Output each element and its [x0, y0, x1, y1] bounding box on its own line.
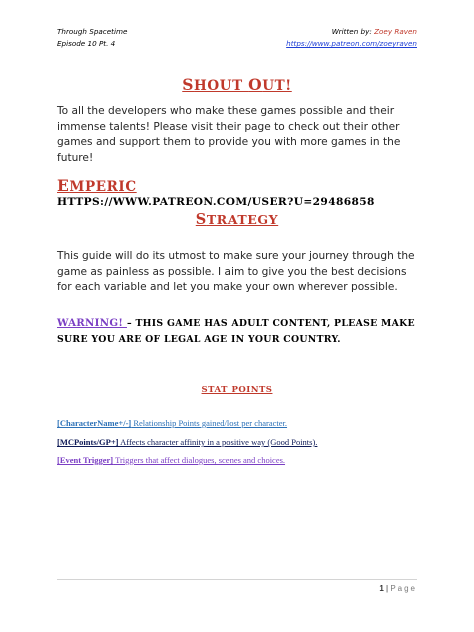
warning-notice: [57, 315, 421, 348]
footer-divider: [57, 579, 417, 580]
legend-tag: [MCPoints/GP+]: [57, 437, 119, 447]
emperic-heading-initial: E: [57, 176, 70, 195]
episode-label: Episode 10 Pt. 4: [57, 39, 116, 48]
strategy-heading: [0, 211, 474, 228]
patreon-link[interactable]: https://www.patreon.com/zoeyraven: [286, 39, 417, 48]
strategy-body: This guide will do its utmost to make sure your journey through the game as painless as possible. I aim to give you the best decisions for each variable and let you make your own wherever possible.: [57, 250, 415, 294]
shout-out-body: To all the developers who make these games possible and their immense talents! Please visit their page to check out their other games and support them to provide you with more games in the future!: [57, 105, 401, 165]
patreon-link-row: [286, 39, 417, 49]
legend-row-mc-points: [57, 437, 317, 448]
emperic-heading: [57, 176, 137, 195]
shout-out-heading-rest: HOUT: [194, 78, 249, 94]
shout-out-heading-end: UT!: [262, 78, 292, 94]
page-number: 1: [379, 584, 384, 593]
legend-desc: Affects character affinity in a positive way (Good Points).: [118, 437, 318, 447]
stat-points-heading: STAT POINTS: [201, 385, 273, 395]
page-footer: [379, 584, 417, 593]
legend-tag: [Event Trigger]: [57, 455, 114, 465]
author-line: [332, 27, 417, 37]
written-by-label: Written by:: [331, 27, 372, 36]
page-separator: |: [383, 584, 391, 593]
strategy-heading-initial: S: [195, 211, 207, 228]
legend-row-character-name: [57, 418, 287, 429]
series-title: Through Spacetime: [57, 27, 128, 36]
shout-out-heading-initial: S: [182, 75, 195, 94]
warning-label: WARNING!: [57, 317, 127, 329]
legend-tag: [CharacterName+/-]: [57, 418, 132, 428]
shout-out-heading-initial-2: O: [248, 75, 263, 94]
legend-row-event-trigger: [57, 455, 285, 466]
page-word: Page: [390, 584, 417, 593]
emperic-url[interactable]: HTTPS://WWW.PATREON.COM/USER?U=29486858: [57, 196, 375, 208]
author-name: Zoey Raven: [374, 27, 417, 36]
warning-text: – THIS GAME HAS ADULT CONTENT, PLEASE MAKE SURE YOU ARE OF LEGAL AGE IN YOUR COUNTRY.: [57, 318, 415, 345]
legend-desc: Triggers that affect dialogues, scenes and choices.: [113, 455, 286, 465]
emperic-heading-rest: MPERIC: [69, 179, 137, 195]
shout-out-heading: [0, 75, 474, 94]
legend-desc: Relationship Points gained/lost per character.: [131, 418, 288, 428]
strategy-heading-rest: TRATEGY: [206, 212, 279, 227]
